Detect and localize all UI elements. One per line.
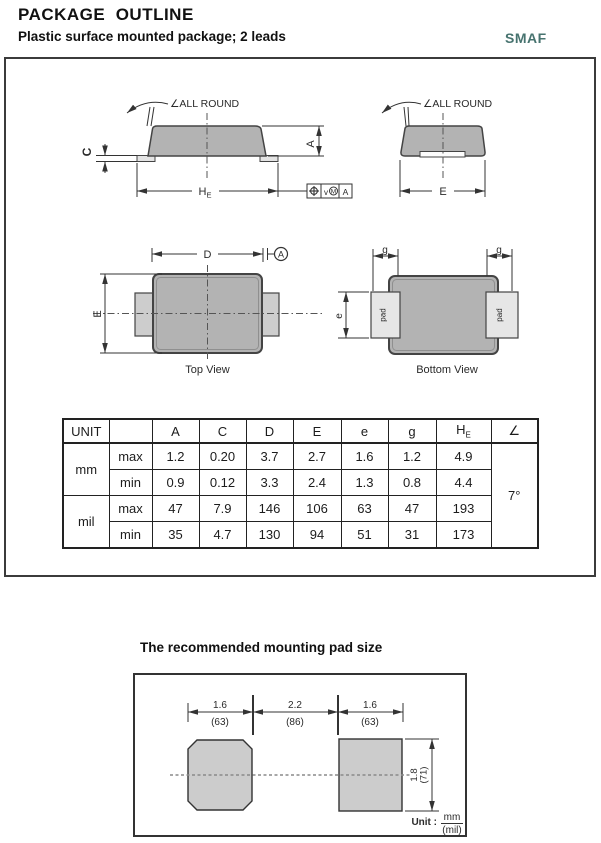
top-view-caption: Top View <box>185 364 230 376</box>
th-e-cap: E <box>293 419 341 443</box>
pad-dim-right-mil: (63) <box>361 717 379 728</box>
cell-mil-max-c: 7.9 <box>199 496 246 522</box>
cell-mm-max-e-cap: 2.7 <box>293 443 341 470</box>
cell-mm-max-a: 1.2 <box>152 443 199 470</box>
pad-dim-left-mm: 1.6 <box>213 700 227 711</box>
pad-unit-numerator: mm <box>443 812 461 823</box>
cell-mm-max-he: 4.9 <box>436 443 491 470</box>
end-view-allround-arc <box>382 102 421 113</box>
bottom-view-pad-right-label: pad <box>495 308 504 322</box>
cell-unit-mm: mm <box>63 443 109 496</box>
cell-mil-min-a: 35 <box>152 522 199 549</box>
cell-mm-min-g: 0.8 <box>388 470 436 496</box>
datum-a-label: A <box>277 249 285 260</box>
th-e-low: e <box>341 419 388 443</box>
top-view-dim-d-label: D <box>203 249 212 261</box>
top-view-dim-d-lines <box>152 248 274 262</box>
cell-mm-min-c: 0.12 <box>199 470 246 496</box>
material-condition-label: M <box>330 188 337 196</box>
th-unit: UNIT <box>63 419 109 443</box>
side-view <box>80 98 352 200</box>
cell-mm-min-he: 4.4 <box>436 470 491 496</box>
bottom-view-dim-g-right-label: g <box>496 245 502 256</box>
th-angle: ∠ <box>491 419 538 443</box>
th-limit <box>109 419 152 443</box>
cell-limit-min: min <box>109 470 152 496</box>
cell-mm-min-d: 3.3 <box>246 470 293 496</box>
pad-unit-denominator: (mil) <box>442 825 462 836</box>
end-view-allround-label: ∠ALL ROUND <box>423 98 493 110</box>
dimension-table <box>62 418 539 549</box>
cell-mm-max-e-low: 1.6 <box>341 443 388 470</box>
cell-mm-min-e-cap: 2.4 <box>293 470 341 496</box>
pad-dim-height-mm: 1.8 <box>409 768 420 782</box>
cell-angle-value: 7° <box>491 443 538 548</box>
cell-mm-min-e-low: 1.3 <box>341 470 388 496</box>
top-view-lead-left <box>135 293 153 336</box>
tolerance-modifier-label: v <box>324 188 328 197</box>
mounting-pad-title: The recommended mounting pad size <box>140 640 383 655</box>
bottom-view-caption: Bottom View <box>416 364 478 376</box>
bottom-view-body <box>389 276 498 354</box>
side-view-dim-c-lines <box>96 144 137 173</box>
pad-dim-height-mil: (71) <box>418 766 430 784</box>
pad-dim-gap-mil: (86) <box>286 717 304 728</box>
cell-mm-min-a: 0.9 <box>152 470 199 496</box>
th-he: $H_E$ <box>436 419 491 443</box>
side-view-allround-label: ∠ALL ROUND <box>170 98 240 110</box>
cell-mil-max-g: 47 <box>388 496 436 522</box>
cell-mil-min-g: 31 <box>388 522 436 549</box>
cell-limit-min2: min <box>109 522 152 549</box>
pad-dim-right-mm: 1.6 <box>363 700 377 711</box>
th-g: g <box>388 419 436 443</box>
side-view-dim-he-lines <box>137 163 307 197</box>
side-view-dim-he-label: $H_E$ <box>198 186 212 200</box>
cell-mil-max-he: 193 <box>436 496 491 522</box>
cell-limit-max2: max <box>109 496 152 522</box>
bottom-view <box>334 245 518 376</box>
bottom-view-dim-e-label: e <box>334 313 345 319</box>
end-view-allround-line2 <box>408 107 409 126</box>
side-view-allround-line2 <box>151 107 154 126</box>
cell-mm-max-c: 0.20 <box>199 443 246 470</box>
end-view-dim-e-label: E <box>439 186 447 198</box>
tolerance-datum-label: A <box>342 187 349 197</box>
table-row-mm-max <box>63 443 538 470</box>
cell-mil-min-e-cap: 94 <box>293 522 341 549</box>
page-subtitle: Plastic surface mounted package; 2 leads <box>18 29 286 44</box>
side-view-allround-line1 <box>147 107 150 126</box>
cell-mil-min-he: 173 <box>436 522 491 549</box>
side-view-dim-a-label: A <box>305 140 317 148</box>
tolerance-frame <box>307 184 352 198</box>
th-c: C <box>199 419 246 443</box>
cell-mil-min-c: 4.7 <box>199 522 246 549</box>
cell-mil-min-d: 130 <box>246 522 293 549</box>
page-title: PACKAGE OUTLINE <box>18 5 194 24</box>
package-code-label: SMAF <box>505 30 547 46</box>
cell-mil-max-e-low: 63 <box>341 496 388 522</box>
cell-mil-max-d: 146 <box>246 496 293 522</box>
top-view <box>92 248 322 377</box>
cell-unit-mil: mil <box>63 496 109 549</box>
end-view <box>382 98 493 198</box>
bottom-view-dim-g-left-label: g <box>382 245 388 256</box>
table-row-mm-min <box>63 470 538 496</box>
mounting-pad-border <box>134 674 466 836</box>
pad-dim-left-mil: (63) <box>211 717 229 728</box>
side-view-dim-c-label: C <box>80 147 94 157</box>
pad-unit-prefix: Unit : <box>411 817 437 828</box>
bottom-view-pad-left-label: pad <box>378 308 388 322</box>
cell-mil-max-a: 47 <box>152 496 199 522</box>
cell-mil-max-e-cap: 106 <box>293 496 341 522</box>
table-row-mil-max <box>63 496 538 522</box>
side-view-allround-arc <box>127 102 168 113</box>
top-view-dim-e-label: E <box>92 310 104 318</box>
end-view-allround-line1 <box>404 107 406 126</box>
table-row-mil-min <box>63 522 538 549</box>
pad-dim-gap-mm: 2.2 <box>288 700 302 711</box>
cell-mil-min-e-low: 51 <box>341 522 388 549</box>
cell-limit-max: max <box>109 443 152 470</box>
top-view-lead-right <box>262 293 279 336</box>
th-d: D <box>246 419 293 443</box>
mounting-pad-drawing <box>133 673 467 837</box>
cell-mm-max-g: 1.2 <box>388 443 436 470</box>
th-a: A <box>152 419 199 443</box>
cell-mm-max-d: 3.7 <box>246 443 293 470</box>
